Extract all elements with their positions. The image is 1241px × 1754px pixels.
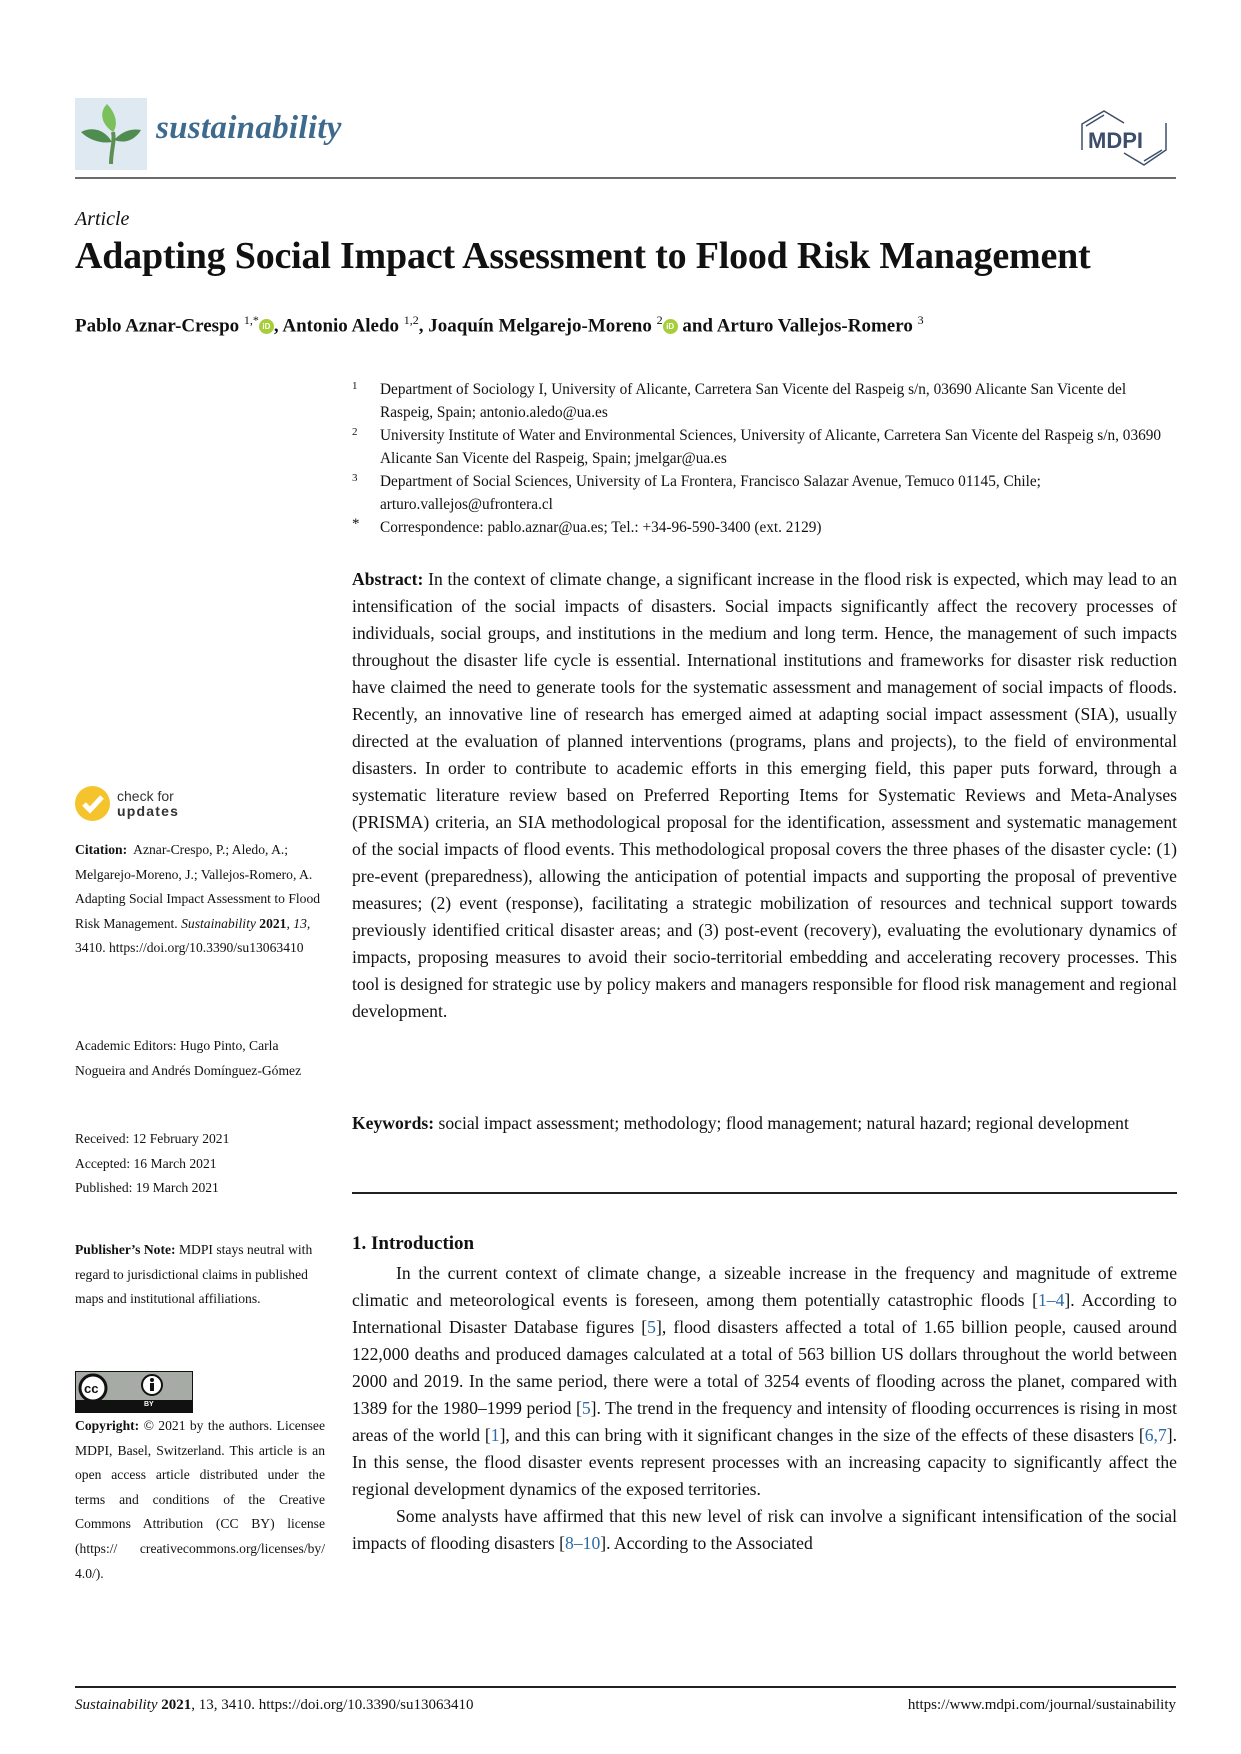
citation: Citation: Aznar-Crespo, P.; Aledo, A.; Melgarejo-Moreno, J.; Vallejos-Romero, A. Adapting Social Impact Assessment to Flood Risk Management. Sustainability 2021, 13, 3410. https://doi.org/10.3390/su13063410 — [75, 842, 321, 956]
paragraph: In the current context of climate change, a sizeable increase in the frequency and magnitude of extreme climatic and meteorological events is foreseen, among them potentially catastrophic floods [1–4]. According to International Disaster Database figures [5], flood disasters affected a total of 1.65 billion people, caused around 122,000 deaths and produced damages calculated at a total of 563 billion US dollars throughout the world between 2000 and 2019. In the same period, there were a total of 3254 events of flooding across the planet, compared with 1389 for the 1980–1999 period [5]. The trend in the frequency and intensity of flooding occurrences is rising in most areas of the world [1], and this can bring with it significant changes in the size of the effects of these disasters [6,7]. In this sense, the flood disaster events represent processes with an increasing capacity to significantly affect the regional development dynamics of the exposed territories. — [352, 1263, 1178, 1499]
mdpi-logo — [1080, 108, 1170, 170]
reference-link[interactable]: 5 — [647, 1317, 656, 1337]
journal-name: sustainability — [156, 110, 342, 146]
author-name: Joaquín Melgarejo-Moreno — [428, 315, 652, 337]
section-heading: 1. Introduction — [352, 1233, 475, 1254]
orcid-icon[interactable]: iD — [259, 319, 274, 334]
academic-editors: Academic Editors: Hugo Pinto, Carla Nogueira and Andrés Domínguez-Gómez — [75, 1038, 302, 1078]
checkmark-icon — [75, 786, 110, 821]
publishers-note: Publisher’s Note: MDPI stays neutral with regard to jurisdictional claims in published maps and institutional affiliations. — [75, 1242, 313, 1307]
leaf-plant-icon — [75, 98, 147, 170]
author-name: Pablo Aznar-Crespo — [75, 315, 240, 337]
reference-link[interactable]: 6,7 — [1144, 1425, 1167, 1445]
keywords — [352, 1110, 1177, 1137]
publication-dates — [75, 1127, 325, 1201]
check-for-updates-button[interactable]: check for updates — [75, 786, 179, 821]
footer-journal-url[interactable]: https://www.mdpi.com/journal/sustainability — [907, 1697, 1176, 1713]
affiliations — [352, 378, 1177, 539]
abstract-label: Abstract: — [352, 569, 424, 589]
footer-citation: Sustainability 2021, 13, 3410. https://doi.org/10.3390/su13063410 — [75, 1697, 474, 1713]
keywords-text: social impact assessment; methodology; flood management; natural hazard; regional development — [438, 1113, 1129, 1133]
author-affil-sup: 1,2 — [403, 313, 419, 327]
journal-logo — [75, 98, 147, 170]
affiliation-item: 3 Department of Social Sciences, University of La Frontera, Francisco Salazar Avenue, Temuco 01145, Chile; arturo.vallejos@ufrontera.cl — [352, 472, 1041, 513]
author-list: Pablo Aznar-Crespo $^{1,*}$ iD , Antonio Aledo $^{1,2}$, Joaquín Melgarejo-Moreno $^2$ iD and Arturo Vallejos-Romero $^3$ — [75, 313, 924, 337]
article-type: Article — [75, 208, 130, 230]
svg-text:cc: cc — [84, 1381, 99, 1396]
author-affil-sup: 1,* — [243, 313, 259, 327]
header-divider — [75, 177, 1176, 179]
cc-by-label: BY — [144, 1401, 154, 1408]
reference-link[interactable]: 1–4 — [1037, 1290, 1065, 1310]
cc-by-license-badge[interactable] — [75, 1371, 193, 1413]
copyright-notice: Copyright: © 2021 by the authors. Licensee MDPI, Basel, Switzerland. This article is an open access article distributed under the terms and conditions of the Creative Commons Attribution (CC BY) license (https:// creativecommons.org/licenses/by/ 4.0/). — [75, 1418, 325, 1581]
introduction-body — [352, 1260, 1177, 1557]
abstract-text: In the context of climate change, a significant increase in the flood risk is expected, which may lead to an intensification of the social impacts of disasters. Social impacts significantly affect the recovery processes of individuals, social groups, and institutions in the medium and long term. Hence, the management of such impacts throughout the disaster life cycle is essential. International institutions and frameworks for disaster risk reduction have claimed the need to generate tools for the systematic assessment and management of social impacts of floods. Recently, an innovative line of research has emerged aimed at adapting social impact assessment (SIA), usually directed at the evaluation of planned interventions (programs, plans and projects), to the field of environmental disasters. In order to contribute to academic efforts in this emerging field, this paper puts forward, through a systematic literature review based on Preferred Reporting Items for Systematic Reviews and Meta-Analyses (PRISMA) criteria, an SIA methodological proposal for the identification, assessment and systematic management of the social impacts of flood events. This methodological proposal covers the three phases of the disaster cycle: (1) pre-event (preparedness), allowing the anticipation of potential impacts and supporting the proposal of preventive measures; (2) event (response), facilitating a strategic mobilization of resources and technical support towards previously identified critical disaster areas; and (3) post-event (recovery), evaluating the evolutionary dynamics of impacts, proposing measures to avoid their socio-territorial embedding and accelerating recovery processes. This tool is designed for strategic use by policy makers and managers responsible for flood risk management and regional development. — [352, 569, 1177, 1021]
paragraph: Some analysts have affirmed that this new level of risk can involve a significant intensification of the social impacts of flooding disasters [8–10]. According to the Associated — [352, 1506, 1177, 1553]
article-title: Adapting Social Impact Assessment to Flood Risk Management — [75, 235, 1091, 277]
svg-text:MDPI: MDPI — [1088, 128, 1143, 153]
abstract — [352, 566, 1177, 1025]
citation-label: Citation: — [75, 842, 128, 857]
author-affil-sup: 2 — [656, 313, 663, 327]
accepted-date: Accepted: 16 March 2021 — [75, 1155, 217, 1171]
affiliation-item: 2 University Institute of Water and Environmental Sciences, University of Alicante, Carretera San Vicente del Raspeig s/n, 03690 Alicante San Vicente del Raspeig, Spain; jmelgar@ua.es — [352, 426, 1162, 467]
author-name: Arturo Vallejos-Romero — [716, 315, 913, 337]
footer-doi[interactable]: , 13, 3410. https://doi.org/10.3390/su13063410 — [191, 1697, 474, 1713]
orcid-icon[interactable]: iD — [663, 319, 678, 334]
reference-link[interactable]: 1 — [490, 1425, 500, 1445]
reference-link[interactable]: 5 — [581, 1398, 591, 1418]
reference-link[interactable]: 8–10 — [565, 1533, 601, 1553]
correspondence: * Correspondence: pablo.aznar@ua.es; Tel.: +34-96-590-3400 (ext. 2129) — [352, 516, 822, 536]
received-date: Received: 12 February 2021 — [75, 1131, 230, 1146]
footer-divider — [75, 1686, 1176, 1688]
published-date: Published: 19 March 2021 — [75, 1180, 219, 1196]
author-affil-sup: 3 — [917, 313, 924, 327]
section-divider — [352, 1192, 1177, 1194]
affiliation-item: 1 Department of Sociology I, University of Alicante, Carretera San Vicente del Raspeig s/n, 03690 Alicante San Vicente del Raspeig, Spain; antonio.aledo@ua.es — [352, 380, 1127, 421]
author-name: Antonio Aledo — [282, 315, 400, 337]
keywords-label: Keywords: — [352, 1113, 435, 1133]
doi-link[interactable]: 3410. https://doi.org/10.3390/su13063410 — [75, 940, 304, 956]
